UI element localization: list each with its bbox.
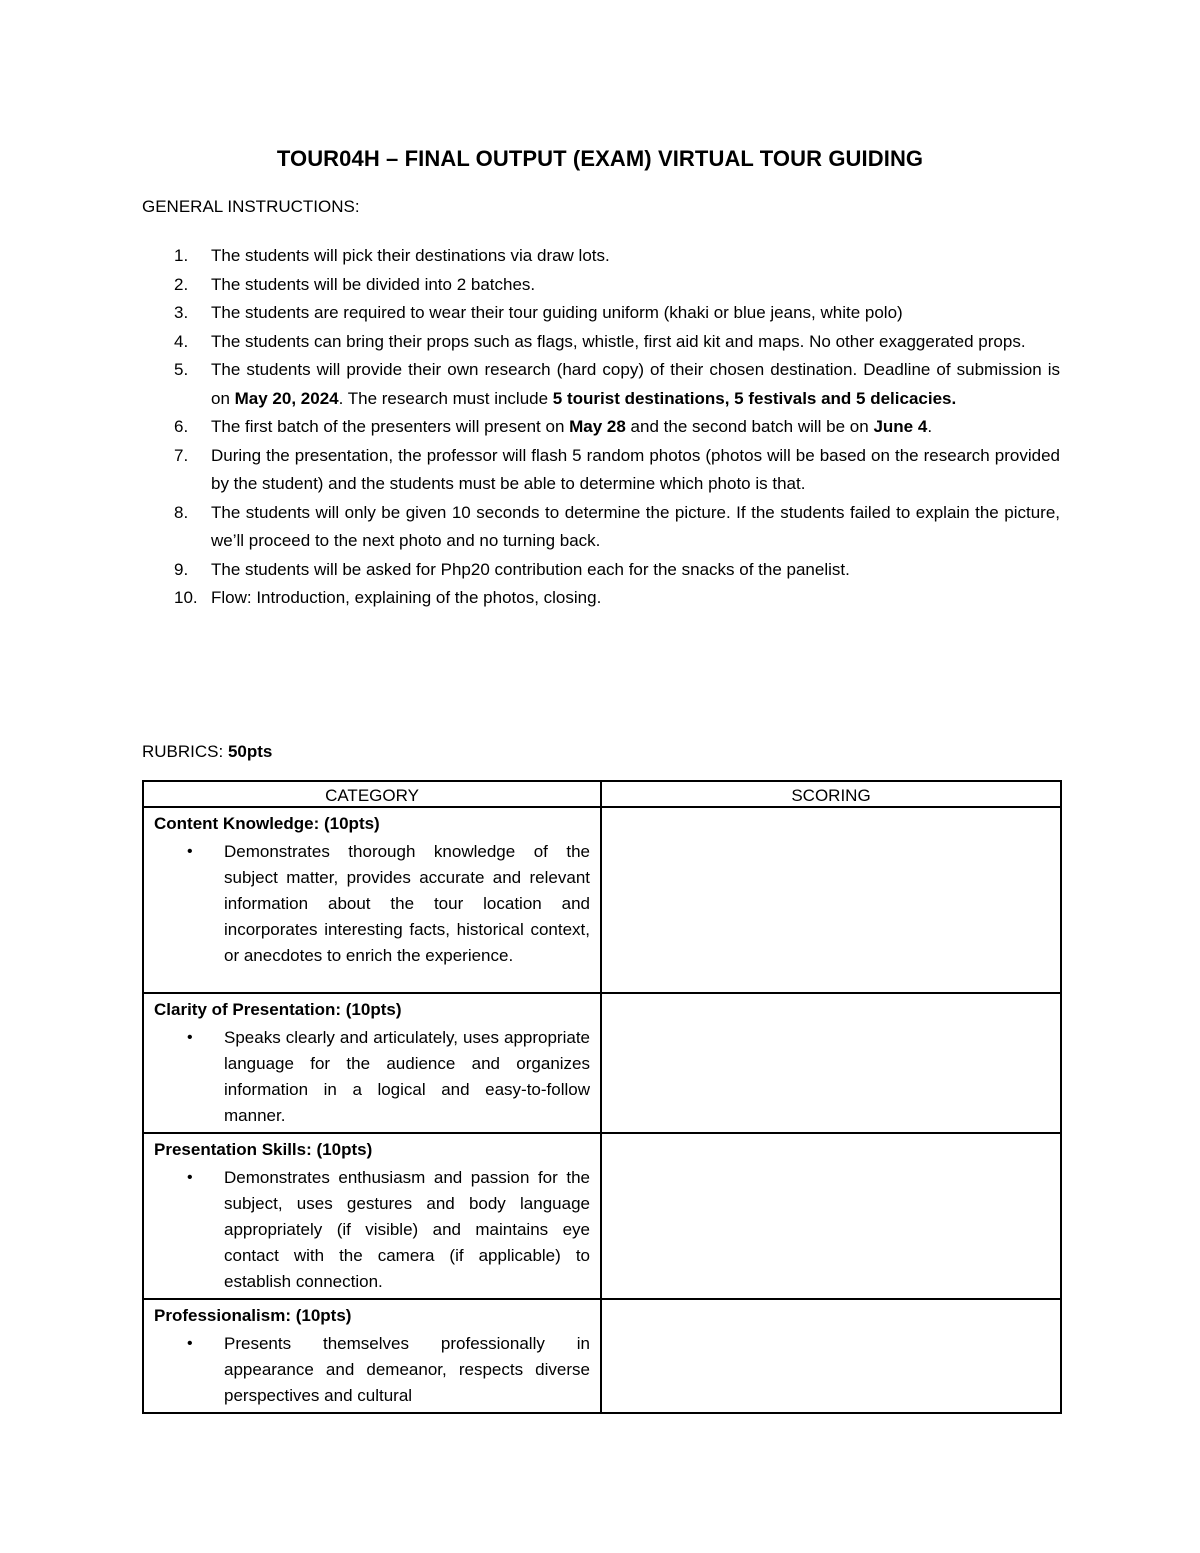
instruction-text: The students will pick their destinations via draw lots. [211, 246, 610, 265]
category-title: Clarity of Presentation: (10pts) [154, 1000, 402, 1019]
instruction-text: The students can bring their props such as flags, whistle, first aid kit and maps. No other exaggerated props. [211, 331, 1026, 351]
scoring-cell[interactable] [601, 1299, 1061, 1413]
general-instructions-heading: GENERAL INSTRUCTIONS: [142, 197, 360, 216]
instruction-item [142, 556, 1060, 585]
document-title: TOUR04H – FINAL OUTPUT (EXAM) VIRTUAL TOUR GUIDING [276, 146, 924, 171]
category-title: Presentation Skills: (10pts) [154, 1140, 373, 1159]
category-cell [143, 993, 601, 1133]
category-cell [143, 1299, 601, 1413]
instruction-number: 8. [174, 502, 189, 522]
instruction-number: 9. [174, 559, 189, 579]
category-cell [143, 1133, 601, 1299]
scoring-cell[interactable] [601, 993, 1061, 1133]
rubric-row [143, 1299, 1061, 1413]
rubric-header-row [143, 781, 1061, 807]
instructions-list [142, 242, 1060, 613]
instruction-text: The students will provide their own research (hard copy) of their chosen destination. Deadline of submission is on May 20, 2024. The research must include 5 tourist destinations, 5 festivals and 5 delicacies. [211, 360, 1060, 408]
category-cell [143, 807, 601, 993]
rubric-row [143, 1133, 1061, 1299]
instruction-item [142, 356, 1060, 413]
category-criteria [154, 839, 590, 969]
instruction-item [142, 413, 1060, 442]
scoring-header: SCORING [601, 781, 1061, 807]
instruction-text: The first batch of the presenters will present on May 28 and the second batch will be on June 4. [211, 417, 933, 436]
instruction-number: 7. [174, 445, 189, 465]
rubric-table [142, 780, 1062, 1414]
criteria-description: Demonstrates thorough knowledge of the subject matter, provides accurate and relevant information about the tour location and incorporates interesting facts, historical context, or anecdotes to enrich the experience. [224, 842, 590, 965]
instruction-number: 4. [174, 331, 189, 351]
category-header: CATEGORY [143, 781, 601, 807]
instruction-text: During the presentation, the professor will flash 5 random photos (photos will be based on the research provided by the student) and the students must be able to determine which photo is that. [211, 445, 1060, 493]
instruction-number: 10. [174, 588, 198, 607]
instruction-text: Flow: Introduction, explaining of the photos, closing. [211, 588, 602, 607]
rubrics-points: 50pts [227, 742, 273, 761]
category-criteria [154, 1165, 590, 1295]
instruction-item [142, 584, 1060, 613]
instruction-number: 2. [174, 274, 189, 294]
instruction-item [142, 299, 1060, 328]
scoring-cell[interactable] [601, 1133, 1061, 1299]
rubric-row [143, 807, 1061, 993]
instruction-text: The students will be asked for Php20 contribution each for the snacks of the panelist. [211, 559, 850, 579]
bullet-icon: • [187, 1335, 193, 1352]
category-title: Content Knowledge: (10pts) [154, 814, 380, 833]
instruction-item [142, 271, 1060, 300]
instruction-item [142, 242, 1060, 271]
instruction-text: The students will only be given 10 seconds to determine the picture. If the students failed to explain the picture, we’ll proceed to the next photo and no turning back. [211, 502, 1060, 550]
instruction-text: The students are required to wear their tour guiding uniform (khaki or blue jeans, white polo) [211, 303, 903, 322]
scoring-cell[interactable] [601, 807, 1061, 993]
criteria-description: Demonstrates enthusiasm and passion for the subject, uses gestures and body language appropriately (if visible) and maintains eye contact with the camera (if applicable) to establish connection. [224, 1168, 590, 1291]
instruction-item [142, 328, 1060, 357]
criteria-description: Presents themselves professionally in appearance and demeanor, respects diverse perspectives and cultural [224, 1334, 590, 1405]
rubric-body [143, 807, 1061, 1413]
instruction-item [142, 442, 1060, 499]
criteria-description: Speaks clearly and articulately, uses appropriate language for the audience and organizes information in a logical and easy-to-follow manner. [224, 1028, 590, 1125]
instruction-number: 5. [174, 360, 189, 379]
instruction-text: The students will be divided into 2 batches. [211, 274, 536, 294]
instruction-item [142, 499, 1060, 556]
bullet-icon: • [187, 843, 193, 860]
rubrics-label: RUBRICS: [142, 742, 228, 761]
bullet-icon: • [187, 1029, 193, 1046]
instruction-number: 1. [174, 246, 189, 265]
instruction-number: 6. [174, 417, 189, 436]
bullet-icon: • [187, 1169, 193, 1186]
category-title: Professionalism: (10pts) [154, 1306, 352, 1325]
category-criteria [154, 1025, 590, 1129]
category-criteria [154, 1331, 590, 1409]
rubrics-heading [142, 742, 272, 762]
rubric-row [143, 993, 1061, 1133]
instruction-number: 3. [174, 303, 189, 322]
